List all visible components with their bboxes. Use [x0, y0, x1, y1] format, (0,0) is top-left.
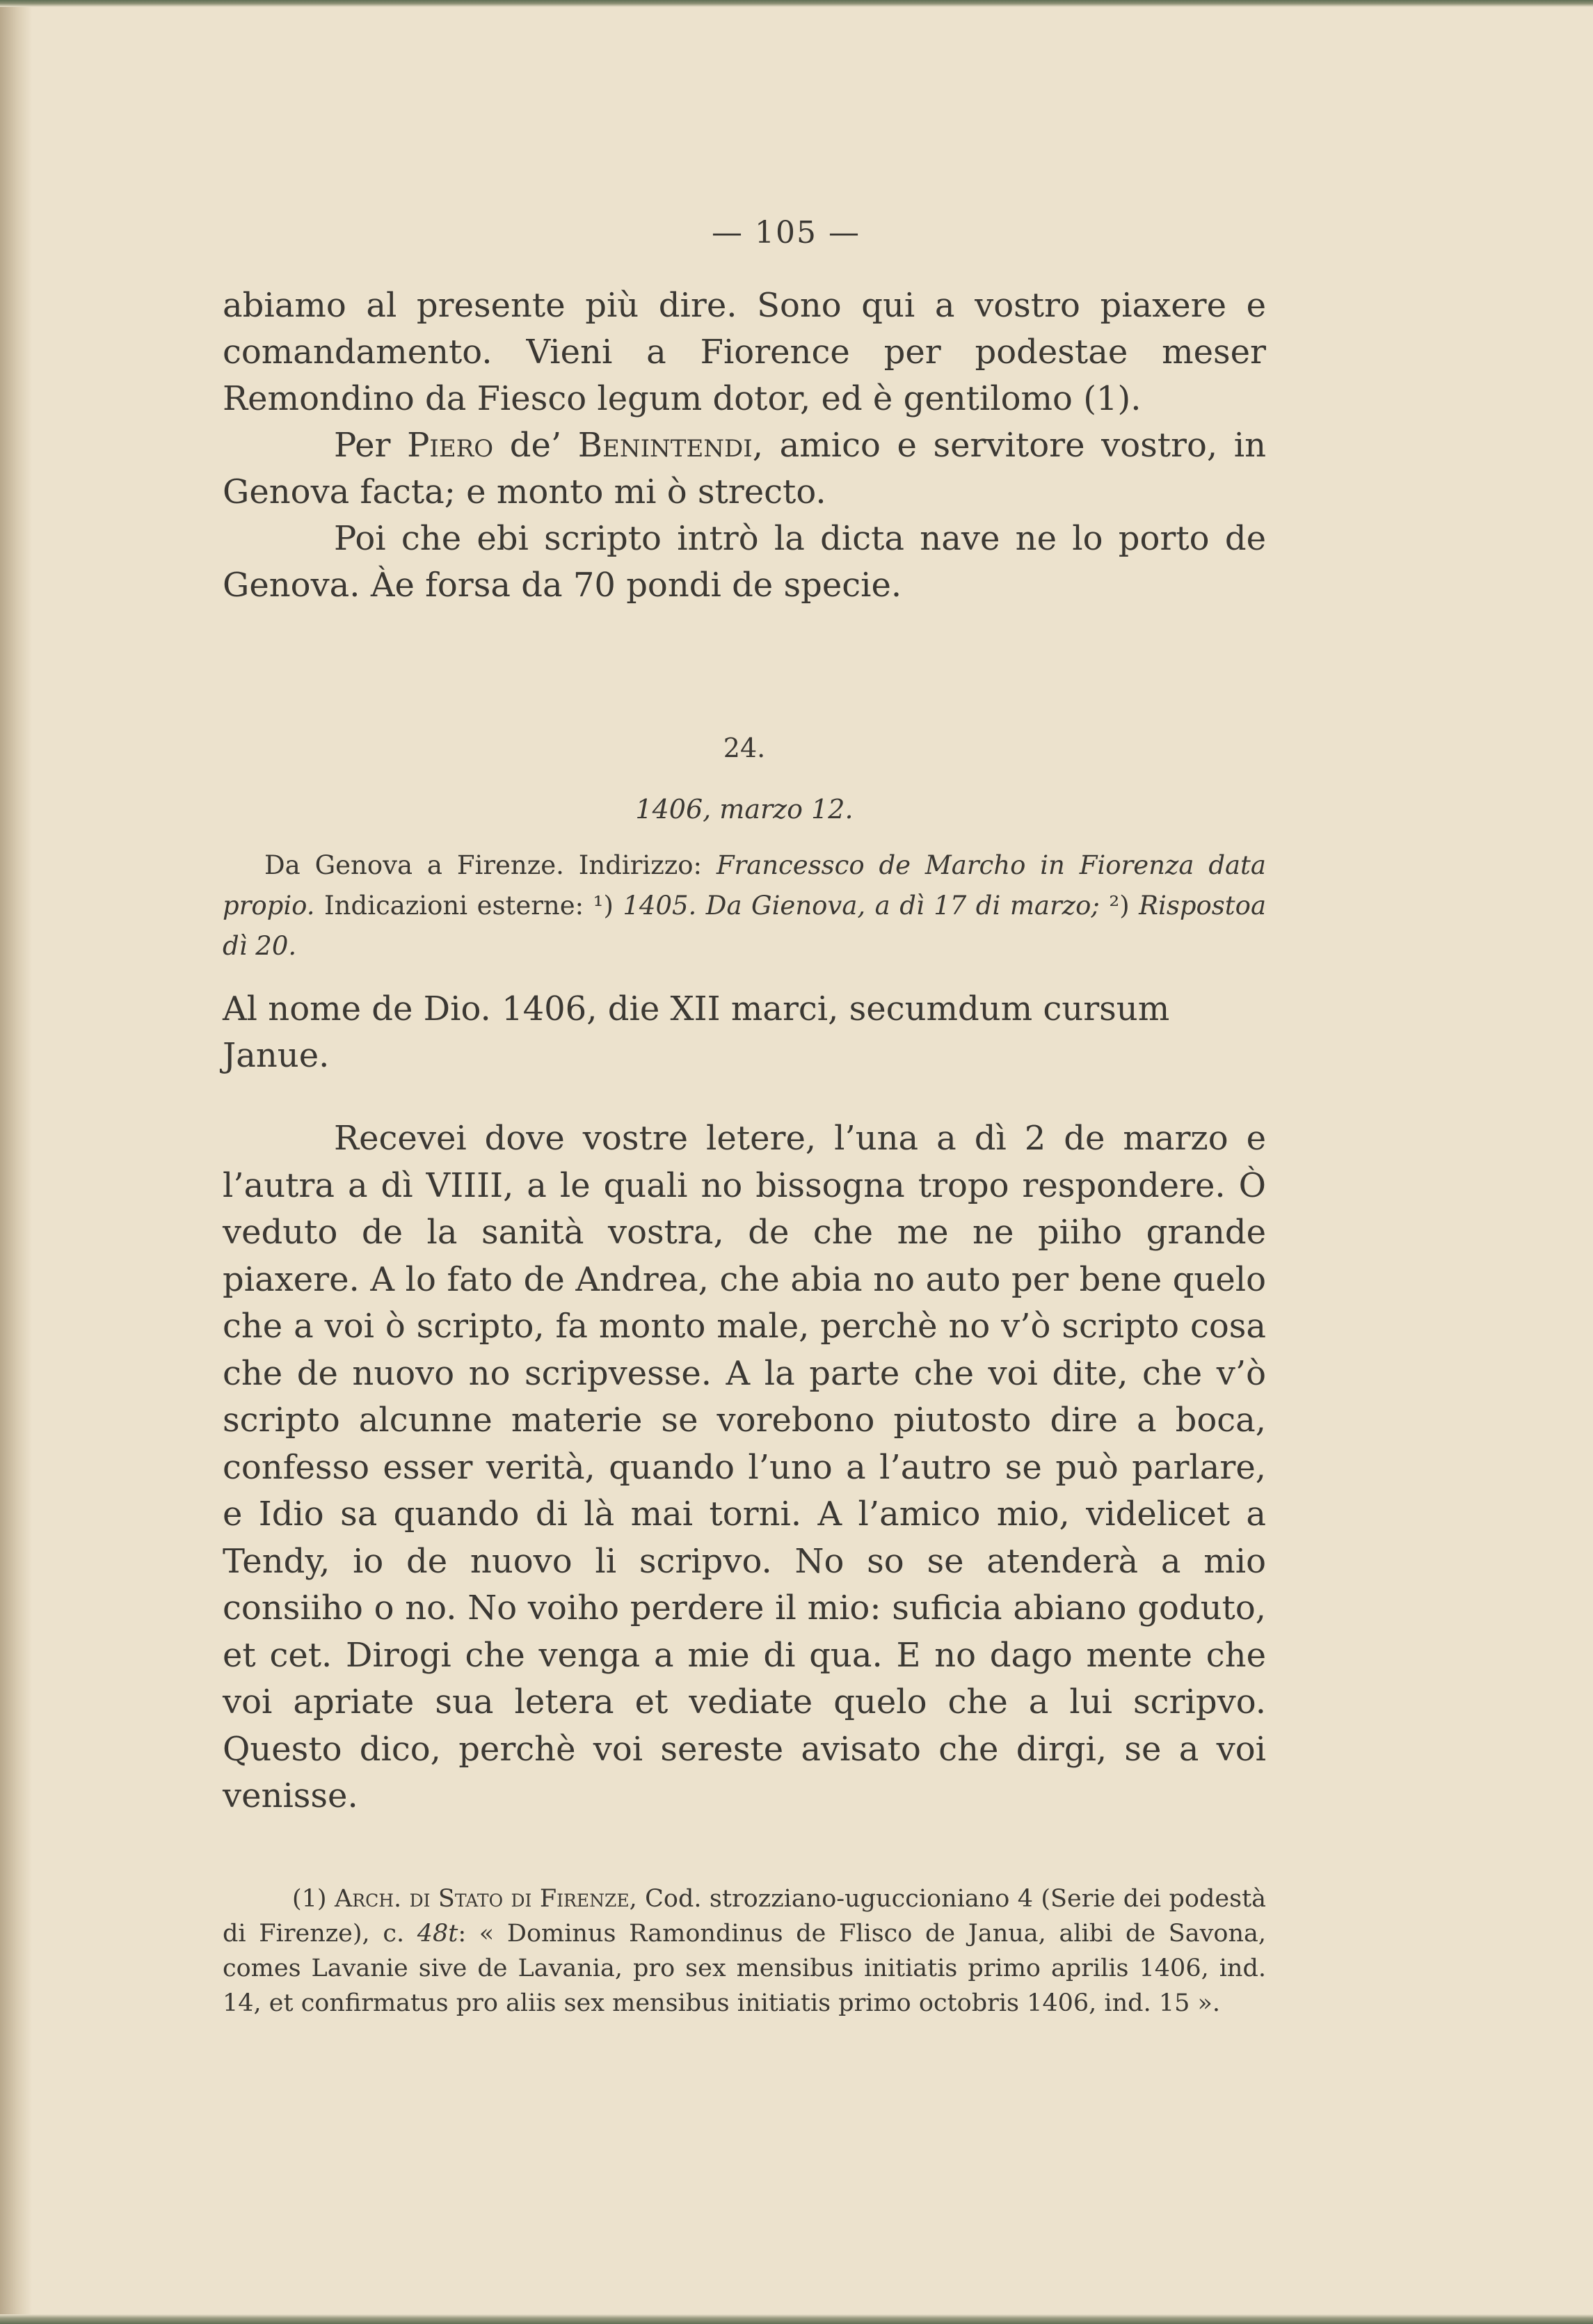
- intro-route: Da Genova a Firenze. Indirizzo:: [264, 850, 717, 880]
- footnote-text-b: : « Dominus Ramondinus de Flisco de Janua, alibi de Savona, comes Lavanie sive de Lavania, pro sex mensibus initiatis primo aprilis 1406, ind. 14, et confirmatus pro aliis sex mensibus initiatis primo octobris 1406, ind. 15 ».: [223, 1919, 1266, 2017]
- page-content: [223, 209, 1266, 2021]
- footnote-di-1: di: [401, 1884, 438, 1913]
- footnote-firenze: Firenze: [539, 1884, 630, 1913]
- bottom-cover-edge: [0, 2314, 1593, 2324]
- footnote-text-a: , Cod. strozziano-uguccioniano 4 (Serie dei podestà di Firenze), c.: [223, 1884, 1267, 1948]
- continuation-paragraph: abiamo al presente più dire. Sono qui a vostro piaxere e comandamento. Vieni a Fiorence per podestae meser Remondino da Fiesco legum dotor, ed è gentilomo (1).: [223, 286, 1266, 418]
- signature-prefix: Per: [334, 426, 408, 465]
- letter-body: Recevei dove vostre letere, l’una a dì 2 de marzo e l’autra a dì VIIII, a le quali no bissogna tropo respondere. Ò veduto de la sanità vostra, de che me ne piiho grande piaxere. A lo fato de Andrea, che abia no auto per bene quelo che a voi ò scripto, fa monto male, perchè no v’ò scripto cosa che de nuovo no scripvesse. A la parte che voi dite, che v’ò scripto alcunne materie se vorebono piutosto dire a boca, confesso esser verità, quando l’uno a l’autro se può parlare, e Idio sa quando di là mai torni. A l’amico mio, videlicet a Tendy, io de nuovo li scripvo. No so se atenderà a mio consiiho o no. No voiho perdere il mio: suficia abiano goduto, et cet. Dirogi che venga a mie di qua. E no dago mente che voi apriate sua letera et vediate quelo che a lui scripvo. Questo dico, perchè voi sereste avisato che dirgi, se a voi venisse.: [223, 1119, 1266, 1815]
- signature-name: Piero: [407, 426, 494, 465]
- intro-note1-text: 1405. Da Gienova, a dì 17 di marzo;: [613, 891, 1100, 921]
- signature-surname: Benintendi: [577, 426, 753, 465]
- top-cover-edge: [0, 0, 1593, 7]
- intro-note2-text: Rispostoa dì 20.: [223, 891, 1267, 961]
- letter-date: 1406, marzo 12.: [635, 794, 854, 825]
- intro-indications: Indicazioni esterne:: [314, 891, 593, 921]
- footnote-stato: Stato: [438, 1884, 504, 1913]
- signature-paragraph: [223, 422, 1266, 516]
- footnote-mark: (1): [292, 1884, 335, 1913]
- intro-note2-mark: ²): [1099, 891, 1130, 921]
- page-number: — 105 —: [712, 215, 860, 250]
- letter-opening: Al nome de Dio. 1406, die XII marci, secumdum cursum Janue.: [223, 989, 1170, 1075]
- footnote-arch: Arch.: [335, 1884, 402, 1913]
- footnote-folio: 48t: [417, 1919, 458, 1948]
- letter-intro: [223, 845, 1266, 966]
- footnote-di-2: di: [503, 1884, 540, 1913]
- footnote: [223, 1881, 1266, 2021]
- intro-address: Francessco de Marcho in Fiorenza data propio.: [223, 850, 1266, 921]
- binding-shadow: [0, 0, 32, 2324]
- letter-number: 24.: [723, 733, 766, 763]
- signature-de: de’: [493, 426, 578, 465]
- signature-rest: , amico e servitore vostro, in Genova facta; e monto mi ò strecto.: [223, 426, 1267, 511]
- previous-letter-end: [223, 282, 1266, 609]
- intro-note1-mark: ¹): [593, 891, 614, 921]
- postscript-paragraph: Poi che ebi scripto intrò la dicta nave ne lo porto de Genova. Àe forsa da 70 pondi de specie.: [223, 519, 1266, 605]
